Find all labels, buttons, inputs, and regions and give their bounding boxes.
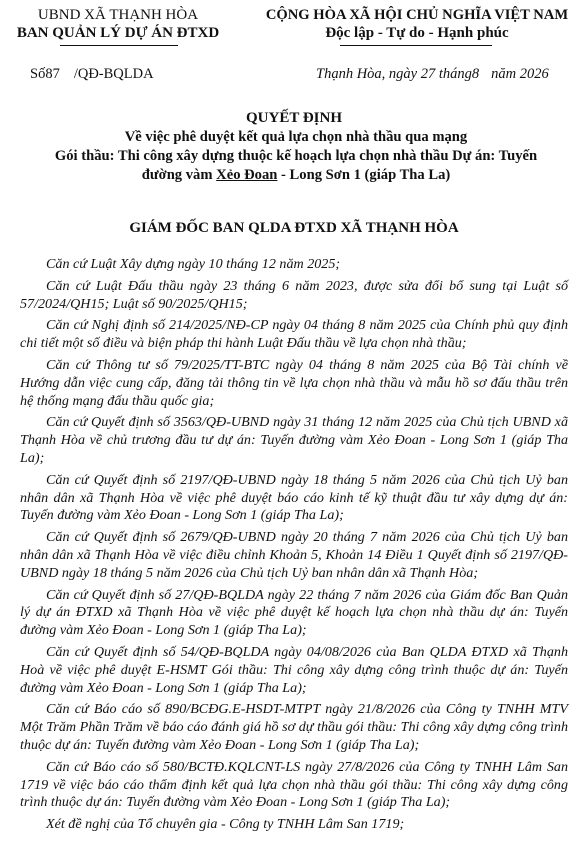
reference-number: Số87 /QĐ-BQLDA [30, 66, 154, 82]
basis-paragraph: Căn cứ Quyết định số 2197/QĐ-UBND ngày 18 tháng 5 năm 2026 của Chủ tịch Uỷ ban nhân dân xã Thạnh Hòa về việc phê duyệt báo cáo kinh tế kỹ thuật đầu tư xây dựng dự án: Tuyến đường vàm Xẻo Đoan - Long Sơn 1 (giáp Tha La); [20, 471, 568, 524]
subject-line-2: Gói thầu: Thi công xây dựng thuộc kế hoạch lựa chọn nhà thầu Dự án: Tuyến [54, 148, 538, 164]
subject-line-1: Về việc phê duyệt kết quả lựa chọn nhà thầu qua mạng [124, 129, 468, 145]
national-motto: Độc lập - Tự do - Hạnh phúc [325, 25, 509, 41]
basis-paragraph: Căn cứ Quyết định số 2679/QĐ-UBND ngày 20 tháng 7 năm 2026 của Chủ tịch Uỷ ban nhân dân xã Thạnh Hòa về việc điều chỉnh Khoản 5, Khoản 14 Điều 1 Quyết định số 2197/QĐ-UBND ngày 18 tháng 5 năm 2026 của Chủ tịch Uỷ ban nhân dân xã Thạnh Hòa; [20, 529, 568, 581]
legal-bases [20, 256, 568, 838]
place-and-date: Thạnh Hòa, ngày 27 tháng8 năm 2026 [316, 66, 549, 82]
basis-paragraph: Căn cứ Báo cáo số 580/BCTĐ.KQLCNT-LS ngày 27/8/2026 của Công ty TNHH Lâm San 1719 về việc báo cáo thẩm định kết quả lựa chọn nhà thầu gói thầu: Thi công xây dựng công trình thuộc dự án: Tuyến đường vàm Xẻo Đoan - Long Sơn 1 (giáp Tha La); [20, 758, 568, 811]
agency-underline [60, 45, 178, 46]
date-month: 8 [471, 66, 480, 82]
basis-paragraph: Căn cứ Báo cáo số 890/BCĐG.E-HSDT-MTPT ngày 21/8/2026 của Công ty TNHH MTV Một Trăm Phần Trăm về báo cáo đánh giá hồ sơ dự thầu gói thầu: Thi công xây dựng công trình thuộc dự án: Tuyến đường vàm Xẻo Đoan - Long Sơn 1 (giáp Tha La); [20, 701, 568, 753]
issuing-authority: GIÁM ĐỐC BAN QLDA ĐTXD XÃ THẠNH HÒA [129, 220, 459, 236]
national-motto-block [250, 6, 584, 42]
basis-paragraph: Căn cứ Thông tư số 79/2025/TT-BTC ngày 04 tháng 8 năm 2025 của Bộ Tài chính về Hướng dẫn việc cung cấp, đăng tải thông tin về lựa chọn nhà thầu và mẫu hồ sơ đấu thầu trên hệ thống mạng đấu thầu quốc gia; [20, 356, 568, 409]
basis-paragraph: Căn cứ Nghị định số 214/2025/NĐ-CP ngày 04 tháng 8 năm 2025 của Chính phủ quy định chi tiết một số điều và biện pháp thi hành Luật Đấu thầu về lựa chọn nhà thầu; [20, 317, 568, 352]
basis-paragraph: Căn cứ Quyết định số 3563/QĐ-UBND ngày 31 tháng 12 năm 2025 của Chủ tịch UBND xã Thạnh Hòa về chủ trương đầu tư dự án: Tuyến đường vàm Xẻo Đoan - Long Sơn 1 (giáp Tha La); [20, 414, 568, 466]
document-title: QUYẾT ĐỊNH [246, 110, 342, 126]
basis-paragraph: Căn cứ Quyết định số 27/QĐ-BQLDA ngày 22 tháng 7 năm 2026 của Giám đốc Ban Quản lý dự án ĐTXD xã Thạnh Hòa về việc phê duyệt kế hoạch lựa chọn nhà thầu dự án: Tuyến đường vàm Xẻo Đoan - Long Sơn 1 (giáp Tha La); [20, 586, 568, 639]
issuing-agency: BAN QUẢN LÝ DỰ ÁN ĐTXD [16, 25, 220, 41]
date-year: 2026 [519, 66, 549, 82]
subject-line-3: đường vàm Xẻo Đoan - Long Sơn 1 (giáp Tha La) [141, 167, 451, 183]
basis-paragraph: Căn cứ Luật Đấu thầu ngày 23 tháng 6 năm 2023, được sửa đổi bổ sung tại Luật số 57/2024/QH15; Luật số 90/2025/QH15; [20, 277, 568, 312]
basis-paragraph: Căn cứ Quyết định số 54/QĐ-BQLDA ngày 04/08/2026 của Ban QLDA ĐTXD xã Thạnh Hoà về việc phê duyệt E-HSMT Gói thầu: Thi công xây dựng công trình thuộc dự án: Tuyến đường vàm Xẻo Đoan - Long Sơn 1 (giáp Tha La); [20, 643, 568, 696]
ref-number: 87 [45, 66, 60, 82]
date-day: 27 [420, 66, 436, 82]
issuing-agency-block [8, 6, 228, 42]
basis-paragraph: Xét đề nghị của Tổ chuyên gia - Công ty TNHH Lâm San 1719; [46, 816, 405, 833]
basis-paragraph: Căn cứ Luật Xây dựng ngày 10 tháng 12 năm 2025; [46, 256, 341, 272]
national-title: CỘNG HÒA XÃ HỘI CHỦ NGHĨA VIỆT NAM [265, 7, 569, 23]
ref-code: /QĐ-BQLDA [73, 66, 154, 82]
motto-underline [340, 45, 492, 46]
underlined-place-name: Xẻo Đoan [216, 167, 278, 183]
parent-agency: UBND XÃ THẠNH HÒA [37, 7, 199, 23]
document-subject [26, 128, 566, 185]
